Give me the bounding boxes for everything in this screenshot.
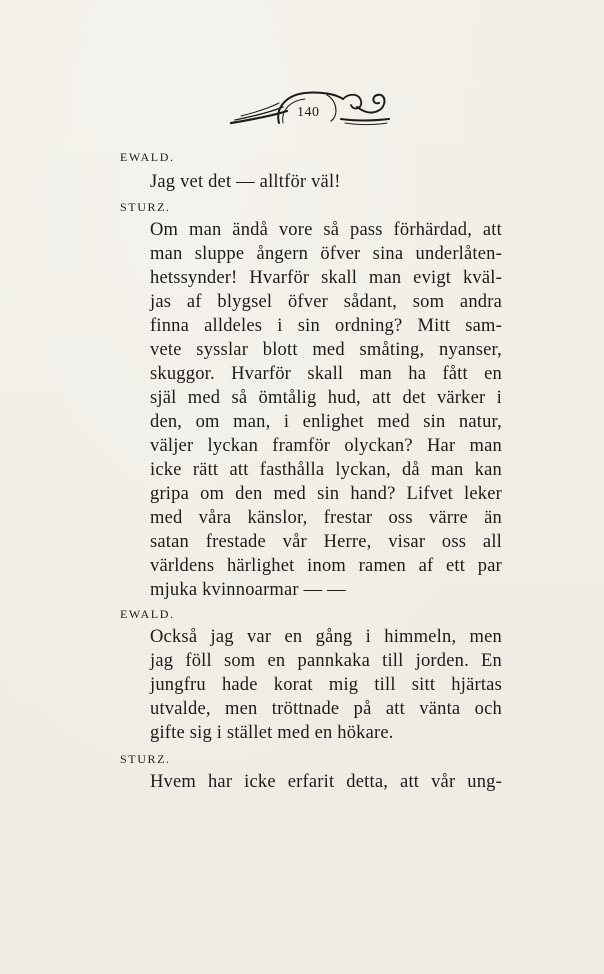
dialogue-line: gripa om den med sin hand? Lifvet leker	[150, 484, 502, 504]
speaker-label: EWALD.	[120, 150, 175, 164]
dialogue-line: med våra känslor, frestar oss värre än	[150, 508, 502, 528]
dialogue-line: utvalde, men tröttnade på att vänta och	[150, 699, 502, 719]
dialogue-line: själ med så ömtålig hud, att det värker i	[150, 388, 502, 408]
dialogue-line: finna alldeles i sin ordning? Mitt sam-	[150, 316, 502, 336]
dialogue-line: Hvem har icke erfarit detta, att vår ung-	[150, 772, 502, 792]
dialogue-line: Också jag var en gång i himmeln, men	[150, 627, 502, 647]
dialogue-line: vete sysslar blott med småting, nyanser,	[150, 340, 502, 360]
dialogue-line: gifte sig i stället med en hökare.	[150, 723, 394, 743]
speaker-label: EWALD.	[120, 607, 175, 621]
dialogue-line: jas af blygsel öfver sådant, som andra	[150, 292, 502, 312]
speaker-label: STURZ.	[120, 752, 171, 766]
dialogue-line: icke rätt att fasthålla lyckan, då man kan	[150, 460, 502, 480]
dialogue-line: den, om man, i enlighet med sin natur,	[150, 412, 502, 432]
dialogue-line: Jag vet det — alltför väl!	[150, 172, 341, 192]
dialogue-line: Om man ändå vore så pass förhärdad, att	[150, 220, 502, 240]
page-number: 140	[297, 105, 320, 120]
dialogue-line: jungfru hade korat mig till sitt hjärtas	[150, 675, 502, 695]
dialogue-line: mjuka kvinnoarmar — —	[150, 580, 346, 600]
speaker-label: STURZ.	[120, 200, 171, 214]
dialogue-line: man sluppe ångern öfver sina underlåten-	[150, 244, 502, 264]
dialogue-line: skuggor. Hvarför skall man ha fått en	[150, 364, 502, 384]
dialogue-line: väljer lyckan framför olyckan? Har man	[150, 436, 502, 456]
dialogue-line: jag föll som en pannkaka till jorden. En	[150, 651, 502, 671]
dialogue-line: satan frestade vår Herre, visar oss all	[150, 532, 502, 552]
dialogue-line: världens härlighet inom ramen af ett par	[150, 556, 502, 576]
dialogue-line: hetssynder! Hvarför skall man evigt kväl-	[150, 268, 502, 288]
